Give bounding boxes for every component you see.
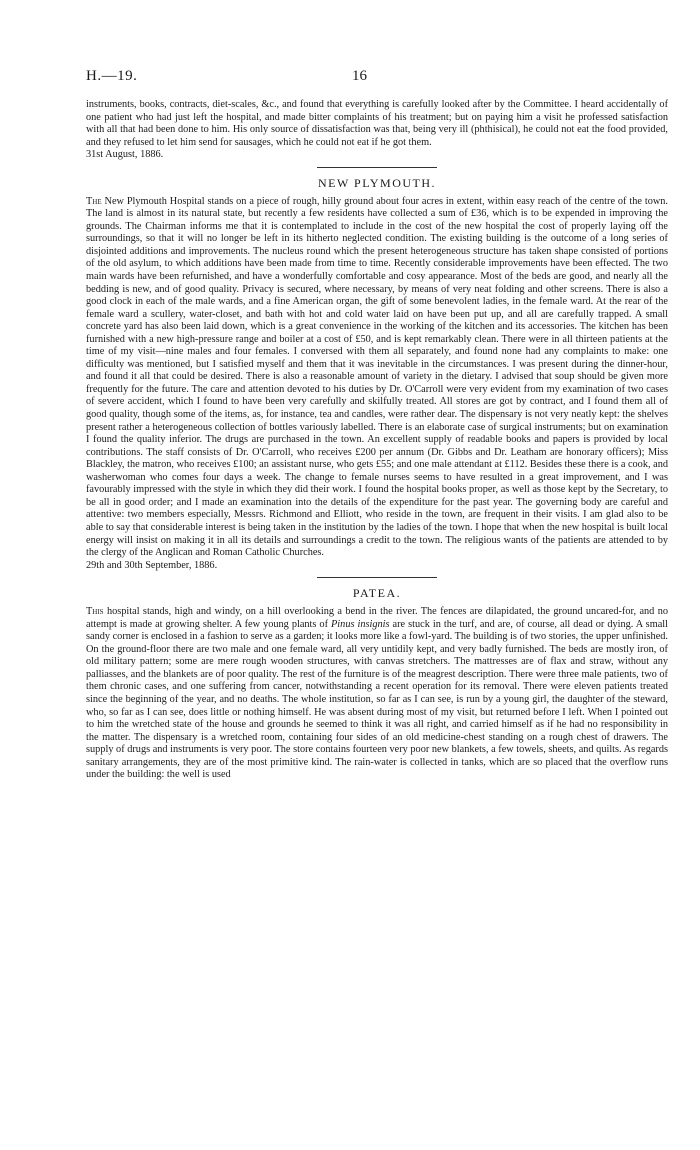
new-plymouth-date: 29th and 30th September, 1886. xyxy=(86,559,218,571)
section-heading-new-plymouth: NEW PLYMOUTH. xyxy=(317,175,437,190)
patea-body-part2: are stuck in the turf, and are, of course, all dead or dying. A small sandy corner is enclosed in a fashion to serve as a garden; it looks more like a fowl-yard. The building is of two stories, the upper unfinished. On the ground-floor there are two male and one female ward, all very untidily kept, and very badly furnished. The beds are mostly iron, of old military pattern; some are mere rough wooden structures, with canvas stretchers. The mattresses are of flax and straw, without any palliasses, and the blankets are of poor quality. The rest of the furniture is of the meagrest description. There were three male patients, two of them chronic cases, and one suffering from cancer, notwithstanding a recent operation for its removal. There were eleven patients treated since the beginning of the year, and no deaths. The whole institution, so far as I can see, is run by a young girl, the daughter of the steward, who, so far as I can see, does little or nothing himself. He was absent during most of my visit, but returned before I left. When I pointed out to him the wretched state of the house and grounds he seemed to think it was all right, and carried himself as if he had no responsibility in the matter. The dispensary is a wretched room, containing four sides of an old medicine-chest standing on a rough chest of drawers. The supply of drugs and instruments is very poor. The store contains fourteen very poor new blankets, a few towels, sheets, and quilts. As regards sanitary arrangements, they are of the most primitive kind. The rain-water is collected in tanks, which are so placed that the overflow runs under the building: the well is used xyxy=(86,618,668,781)
page-content xyxy=(86,99,668,782)
section-heading-patea: PATEA. xyxy=(352,586,402,601)
page-number: 16 xyxy=(352,68,367,84)
lead-word: This xyxy=(86,606,104,618)
document-reference: H.—19. xyxy=(86,68,138,84)
patea-body-part1: hospital stands, high and windy, on a hill overlooking a bend in the river. The fences are dilapidated, the ground uncared-for, and no attempt is made at growing shelter. A few young plants of xyxy=(86,606,668,630)
new-plymouth-body: New Plymouth Hospital stands on a piece of rough, hilly ground about four acres in extent, within easy reach of the centre of the town. The land is almost in its natural state, but recently a few residents have collected a sum of £36, which is to be expended in improving the grounds. The Chairman informs me that it is contemplated to include in the cost of the new hospital the cost of properly laying off the surroundings, so that it will no longer be left in its hitherto neglected condition. The existing building is the outcome of a long series of disjointed additions and improvements. The nucleus round which the present heterogeneous structure has taken shape consisted of portions of the old asylum, to which additions have been made from time to time. Recently considerable improvements have been effected. The two main wards have been refurnished, and have a wonderfully comfortable and cosy appearance. Most of the beds are good, and nearly all the bedding is new, and of good quality. Privacy is secured, where necessary, by means of very neat folding and other screens. There is also a good clock in each of the male wards, and a fine American organ, the gift of some benevolent ladies, in the female ward. At the rear of the female ward a scullery, water-closet, and bath with hot and cold water laid on have been put up, and all are carefully trapped. A small concrete yard has also been laid down, which is a great convenience in the working of the kitchen and its accessories. The kitchen has been furnished with a new high-pressure range and boiler at a cost of £50, and is kept remarkably clean. There were in all thirteen patients at the time of my visit—nine males and four females. I conversed with them all separately, and found none had any complaints to make: one difficulty was mentioned, but I satisfied myself and them that it was inevitable in the circumstances. I was present during the dinner-hour, and found it all that could be desired. There is also a reasonable amount of variety in the dietary. I advised that soup should be given more frequently for the future. The care and attention devoted to his duties by Dr. O'Carroll were very evident from my examination of two cases of severe accident, which I found to have been very carefully and skilfully treated. All stores are got by contract, and I found them all of good quality, though some of the items, as, for instance, tea and candles, were rather dear. The dispensary is not very neatly kept: the shelves present rather a heterogeneous collection of bottles variously labelled. There is an elaborate case of surgical instruments; but on examination I found the quality inferior. The drugs are purchased in the town. An excellent supply of readable books and papers is provided by local contributions. The staff consists of Dr. O'Carroll, who receives £200 per annum (Dr. Gibbs and Dr. Leatham are honorary officers); Miss Blackley, the matron, who receives £100; an assistant nurse, who gets £55; and one male attendant at £112. Besides these there is a cook, and washerwoman who comes four days a week. The change to female nurses seems to have resulted in a great improvement, and I was favourably impressed with the style in which they did their work. I found the hospital books proper, as well as those kept by the Secretary, to be all in good order; and I made an examination into the details of the expenditure for the past year. The governing body are careful and attentive: two members especially, Messrs. Richmond and Elliott, who reside in the town, are frequent in their visits. I am glad also to be able to say that considerable interest is being taken in the institution by the ladies of the town. I hope that when the new hospital is built local energy will insist on making it in all its details and surroundings a credit to the town. The religious wants of the patients are attended to by the clergy of the Anglican and Roman Catholic Churches. xyxy=(86,195,668,559)
patea-italic-term: Pinus insignis xyxy=(331,618,390,630)
section-divider xyxy=(317,577,437,578)
new-plymouth-paragraph xyxy=(86,196,668,560)
intro-date: 31st August, 1886. xyxy=(86,149,164,161)
patea-paragraph xyxy=(86,606,668,782)
lead-word: The xyxy=(86,195,102,207)
section-divider xyxy=(317,167,437,168)
intro-paragraph: instruments, books, contracts, diet-scales, &c., and found that everything is carefully looked after by the Committee. I heard accidentally of one patient who had just left the hospital, and made bitter complaints of his treatment; but on paying him a visit he professed satisfaction with all that had been done to him. His only source of dissatisfaction was that, being very ill (phthisical), he could not eat the food provided, and they refused to let him send for sausages, which he could not eat if he got them. xyxy=(86,99,668,148)
page-header xyxy=(86,68,668,88)
